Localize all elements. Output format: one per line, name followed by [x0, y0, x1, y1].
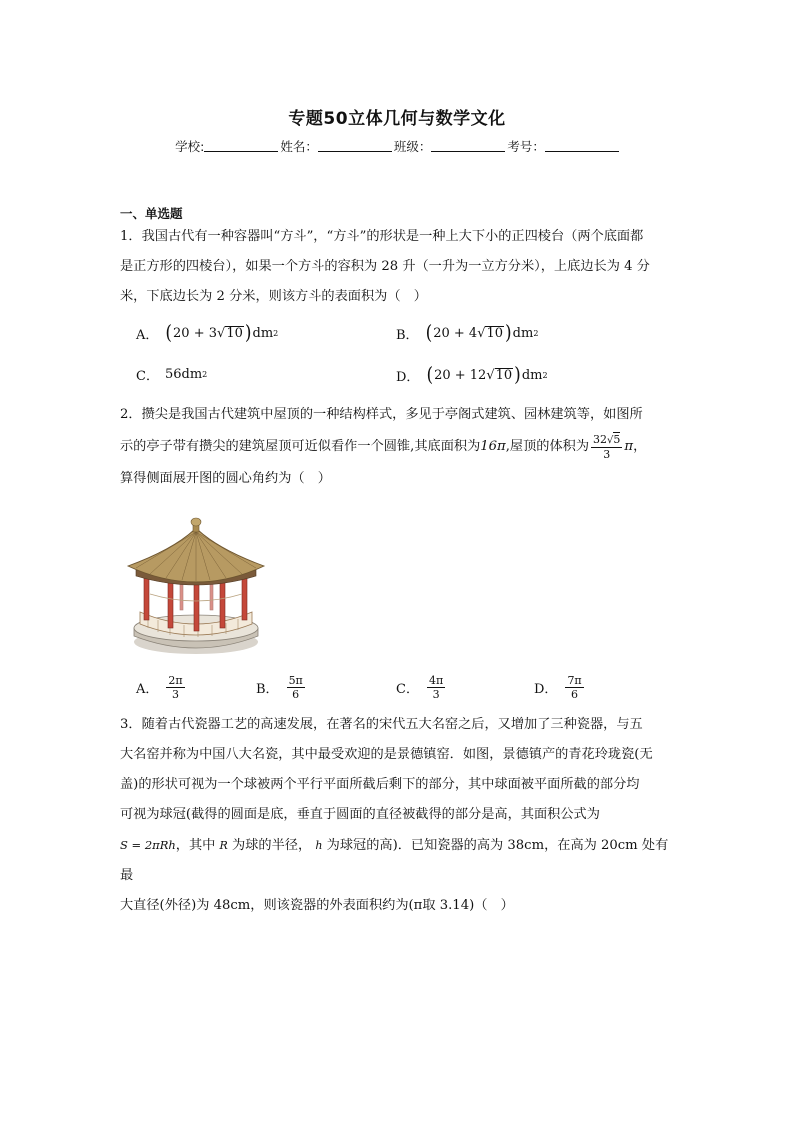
- pavilion-image: [122, 516, 266, 658]
- question-2-options: [136, 674, 676, 708]
- question-3-line: 大直径(外径)为 48cm，则该瓷器的外表面积约为(π取 3.14)（ ）: [120, 898, 514, 913]
- q2-option-a[interactable]: A． $\frac{2\pi}{3}$: [136, 674, 183, 701]
- exam-number-blank[interactable]: [545, 139, 619, 152]
- question-3-line: S = 2πRh，其中 R 为球的半径， h 为球冠的高)．已知瓷器的高为 38cm，在高为 20cm 处有最: [120, 838, 669, 883]
- question-3-line: 可视为球冠(截得的圆面是底，垂直于圆面的直径被截得的部分是高，其面积公式为: [120, 807, 600, 822]
- question-1: [120, 222, 676, 312]
- section-heading: 一、单选题: [120, 206, 183, 221]
- class-label: 班级：: [393, 139, 432, 154]
- name-label: 姓名：: [280, 139, 318, 154]
- class-blank[interactable]: [431, 139, 505, 152]
- question-1-line: 米，下底边长为 2 分米，则该方斗的表面积为（ ）: [120, 289, 427, 304]
- school-blank[interactable]: [204, 139, 278, 152]
- q1-option-d[interactable]: D． ( 20 + 12 √ 10 ) dm 2: [396, 363, 548, 387]
- question-2: [120, 400, 676, 494]
- question-3-line: 盖)的形状可视为一个球被两个平行平面所截后剩下的部分，其中球面被平面所截的部分均: [120, 777, 640, 792]
- question-3-line: 大名窑并称为中国八大名瓷，其中最受欢迎的是景德镇窑．如图，景德镇产的青花玲珑瓷(无: [120, 747, 653, 762]
- exam-number-label: 考号：: [507, 139, 545, 154]
- student-info-line: [0, 137, 794, 155]
- q1-option-b[interactable]: B． ( 20 + 4 √ 10 ) dm 2: [396, 321, 539, 345]
- question-2-line: 2．攒尖是我国古代建筑中屋顶的一种结构样式，多见于亭阁式建筑、园林建筑等，如图所: [120, 407, 643, 422]
- page-title: 专题50立体几何与数学文化: [288, 109, 506, 129]
- q2-option-d[interactable]: D． $\frac{7\pi}{6}$: [534, 674, 582, 701]
- name-blank[interactable]: [318, 139, 392, 152]
- question-2-line: 示的亭子带有攒尖的建筑屋顶可近似看作一个圆锥,其底面积为16π,屋顶的体积为 $\frac{32√5}{3}$ π，: [120, 432, 647, 461]
- q1-option-c[interactable]: C． 56dm 2: [136, 367, 208, 384]
- q2-option-c[interactable]: C． $\frac{4\pi}{3}$: [396, 674, 444, 701]
- question-3-line: 3．随着古代瓷器工艺的高速发展，在著名的宋代五大名窑之后，又增加了三种瓷器，与五: [120, 717, 643, 732]
- roof-volume-fraction: $\frac{32√5}{3}$: [593, 432, 621, 461]
- question-1-line: 是正方形的四棱台），如果一个方斗的容积为 28 升（一升为一立方分米），上底边长为 4 分: [120, 259, 650, 274]
- q1-option-a[interactable]: A． ( 20 + 3 √ 10 ) dm 2: [136, 321, 279, 345]
- question-1-line: 1．我国古代有一种容器叫“方斗”，“方斗”的形状是一种上大下小的正四棱台（两个底面都: [120, 229, 644, 244]
- question-1-options-row-2: [136, 365, 676, 389]
- school-label: 学校:: [175, 139, 205, 154]
- question-1-options-row-1: [136, 323, 676, 347]
- question-2-line: 算得侧面展开图的圆心角约为（ ）: [120, 471, 331, 486]
- question-3: [120, 710, 676, 921]
- q2-option-b[interactable]: B． $\frac{5\pi}{6}$: [256, 674, 303, 701]
